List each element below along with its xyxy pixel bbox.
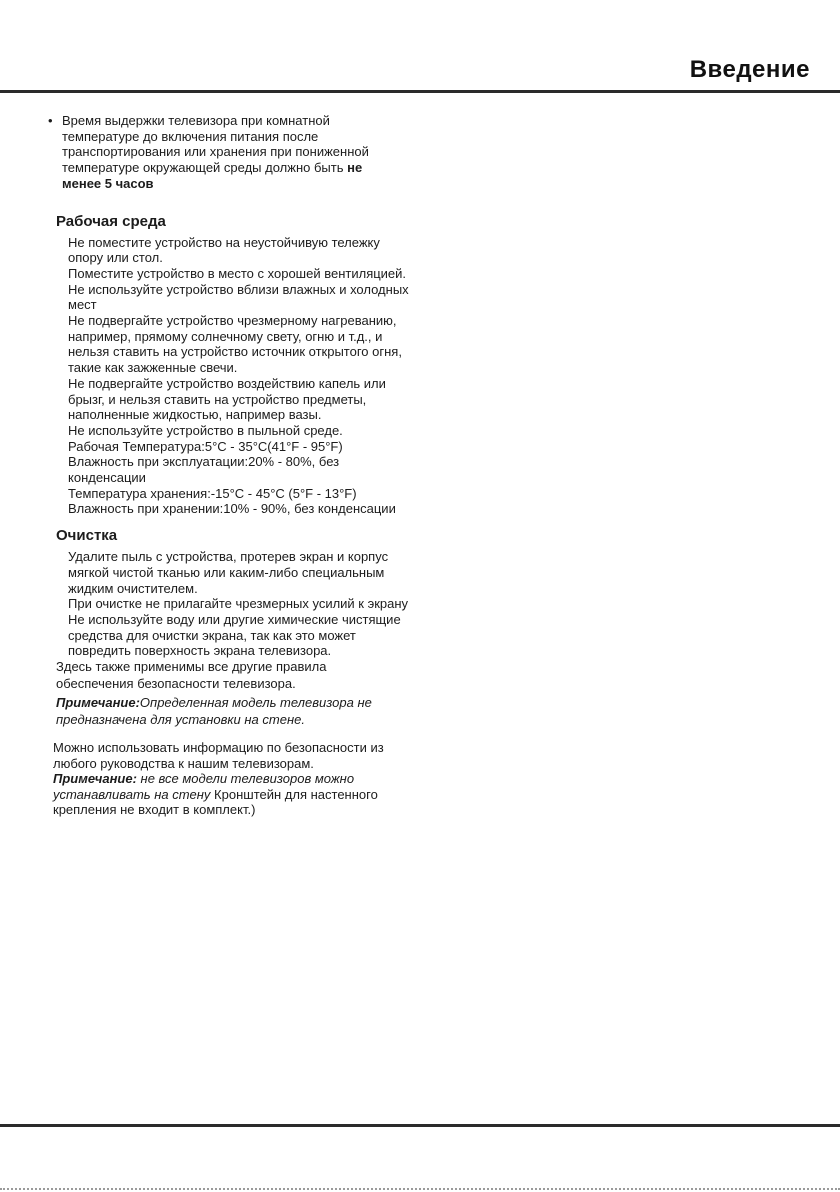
list-item: Температура хранения:-15°C - 45°C (5°F - 13°F) [68, 485, 357, 501]
list-item: Не подвергайте устройство чрезмерному нагреванию, например, прямому солнечному свету, огню и т.д., и нельзя ставить на устройство источник открытого огня, такие как зажженные свечи. [68, 313, 402, 376]
list-item: Не поместите устройство на неустойчивую тележку опору или стол. [68, 234, 380, 266]
note-mounting [56, 695, 411, 728]
list-item: Не используйте устройство в пыльной среде. [68, 422, 343, 438]
list-item: Рабочая Температура:5°C - 35°C(41°F - 95°F) [68, 438, 343, 454]
info-paragraph [53, 740, 403, 818]
list-item: При очистке не прилагайте чрезмерных усилий к экрану [68, 596, 409, 612]
section-heading-environment: Рабочая среда [56, 212, 166, 230]
list-item: Влажность при хранении:10% - 90%, без конденсации [68, 501, 396, 517]
note-text: не все модели телевизоров можно устанавливать на стену [53, 771, 355, 802]
main-content [0, 113, 420, 818]
cleaning-extra-paragraph: Здесь также применимы все другие правила обеспечения безопасности телевизора. [56, 659, 327, 691]
list-item: Поместите устройство в место с хорошей вентиляцией. [68, 265, 407, 281]
footer-divider [0, 1124, 840, 1127]
info-text: Можно использовать информацию по безопасности из любого руководства к нашим телевизорам. [53, 740, 384, 771]
bullet-marker: • [48, 113, 53, 128]
note-label: Примечание: [56, 695, 140, 711]
note-tail: Кронштейн для настенного крепления не входит в комплект.) [53, 786, 378, 818]
page-title: Введение [689, 56, 810, 83]
list-item: Влажность при эксплуатации:20% - 80%, без конденсации [68, 454, 340, 486]
note-bracket [53, 771, 403, 818]
intro-text: Время выдержки телевизора при комнатной температуре до включения питания после транспортирования или хранения при пониженной температуре окружающей среды должно быть [62, 113, 369, 176]
list-item: Удалите пыль с устройства, протерев экран и корпус мягкой чистой тканью или каким-либо специальным жидким очистителем. [68, 549, 389, 596]
list-item: Не подвергайте устройство воздействию капель или брызг, и нельзя ставить на устройство предметы, наполненные жидкостью, например вазы. [68, 375, 386, 423]
note-label: Примечание: [53, 771, 137, 787]
note-text: Определенная модель телевизора не предназначена для установки на стене. [56, 695, 372, 727]
header-divider [0, 90, 840, 93]
page-edge-dotted-line [0, 1188, 840, 1190]
intro-paragraph [48, 113, 402, 192]
list-item: Не используйте воду или другие химические чистящие средства для очистки экрана, так как это может повредить поверхность экрана телевизора. [68, 611, 401, 659]
intro-emphasis: не менее 5 часов [62, 160, 363, 191]
cleaning-list [68, 549, 413, 659]
environment-list [68, 235, 413, 518]
section-heading-cleaning: Очистка [56, 527, 118, 545]
list-item: Не используйте устройство вблизи влажных и холодных мест [68, 281, 409, 313]
